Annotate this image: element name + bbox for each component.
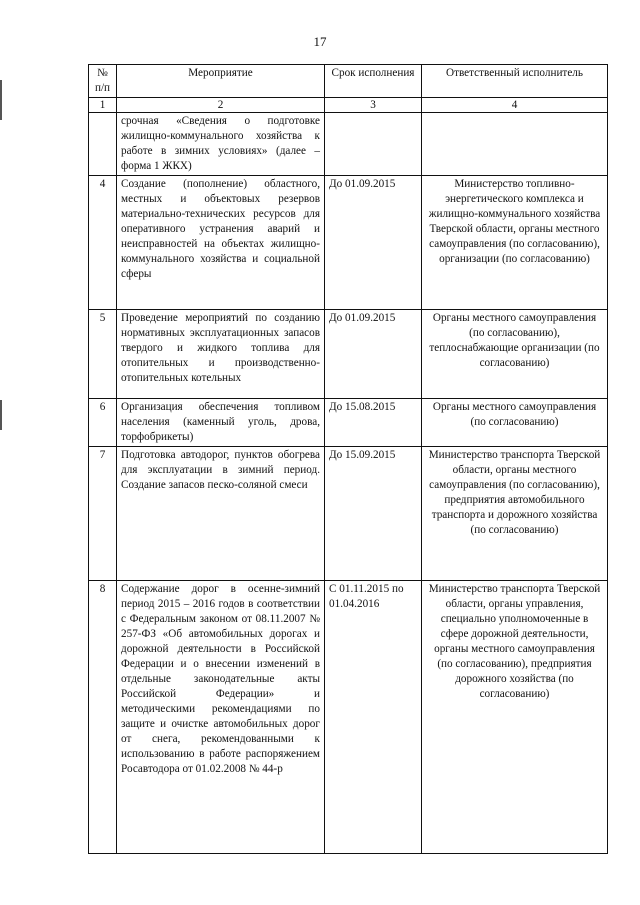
row-number: 5	[89, 310, 117, 399]
row-term: До 01.09.2015	[325, 176, 422, 310]
scan-edge-mark	[0, 400, 2, 430]
column-number: 3	[325, 98, 422, 113]
row-activity: срочная «Сведения о подготовке жилищно-коммунального хозяйства к работе в зимних условиях» (далее – форма 1 ЖКХ)	[117, 113, 325, 176]
table-header-row	[89, 65, 608, 98]
row-term: До 15.08.2015	[325, 399, 422, 447]
row-term: До 15.09.2015	[325, 447, 422, 581]
header-activity: Мероприятие	[117, 65, 325, 98]
row-activity: Подготовка автодорог, пунктов обогрева для эксплуатации в зимний период. Создание запасов песко-соляной смеси	[117, 447, 325, 581]
row-activity: Организация обеспечения топливом населения (каменный уголь, дрова, торфобрикеты)	[117, 399, 325, 447]
header-term: Срок исполнения	[325, 65, 422, 98]
row-executor: Министерство транспорта Тверской области, органы управления, специально уполномоченные в сфере дорожной деятельности, органы местного самоуправления (по согласованию), предприятия дорожного хозяйства (по согласованию)	[422, 581, 608, 854]
row-number: 6	[89, 399, 117, 447]
row-activity: Содержание дорог в осенне-зимний период 2015 – 2016 годов в соответствии с Федеральным законом от 08.11.2007 № 257-ФЗ «Об автомобильных дорогах и дорожной деятельности в Российской Федерации и о внесении изменений в отдельные законодательные акты Российской Федерации» и методическими рекомендациями по защите и очистке автомобильных дорог от снега, рекомендованными к использованию в работе распоряжением Росавтодора от 01.02.2008 № 44-р	[117, 581, 325, 854]
row-executor: Органы местного самоуправления (по согласованию), теплоснабжающие организации (по согласованию)	[422, 310, 608, 399]
header-executor: Ответственный исполнитель	[422, 65, 608, 98]
row-number: 4	[89, 176, 117, 310]
table-row	[89, 113, 608, 176]
header-number: № п/п	[89, 65, 117, 98]
page-number: 17	[313, 34, 327, 49]
column-number: 2	[117, 98, 325, 113]
column-number: 4	[422, 98, 608, 113]
row-activity: Проведение мероприятий по созданию нормативных эксплуатационных запасов твердого и жидкого топлива для отопительных и производственно-отопительных котельных	[117, 310, 325, 399]
row-executor: Министерство топливно-энергетического комплекса и жилищно-коммунального хозяйства Тверской области, органы местного самоуправления (по согласованию), организации (по согласованию)	[422, 176, 608, 310]
row-term: С 01.11.2015 по 01.04.2016	[325, 581, 422, 854]
table-row	[89, 399, 608, 447]
table-row	[89, 447, 608, 581]
row-executor: Органы местного самоуправления (по согласованию)	[422, 399, 608, 447]
scan-edge-mark	[0, 80, 2, 120]
column-number-row	[89, 98, 608, 113]
row-number	[89, 113, 117, 176]
table-row	[89, 581, 608, 854]
row-number: 7	[89, 447, 117, 581]
row-term	[325, 113, 422, 176]
row-number: 8	[89, 581, 117, 854]
table-row	[89, 310, 608, 399]
row-executor: Министерство транспорта Тверской области, органы местного самоуправления (по согласованию), предприятия автомобильного транспорта и дорожного хозяйства (по согласованию)	[422, 447, 608, 581]
row-term: До 01.09.2015	[325, 310, 422, 399]
table-row	[89, 176, 608, 310]
events-table	[88, 64, 608, 854]
row-activity: Создание (пополнение) областного, местных и объектовых резервов материально-технических ресурсов для оперативного устранения аварий и неисправностей на объектах жилищно-коммунального хозяйства и социальной сферы	[117, 176, 325, 310]
row-executor	[422, 113, 608, 176]
column-number: 1	[89, 98, 117, 113]
